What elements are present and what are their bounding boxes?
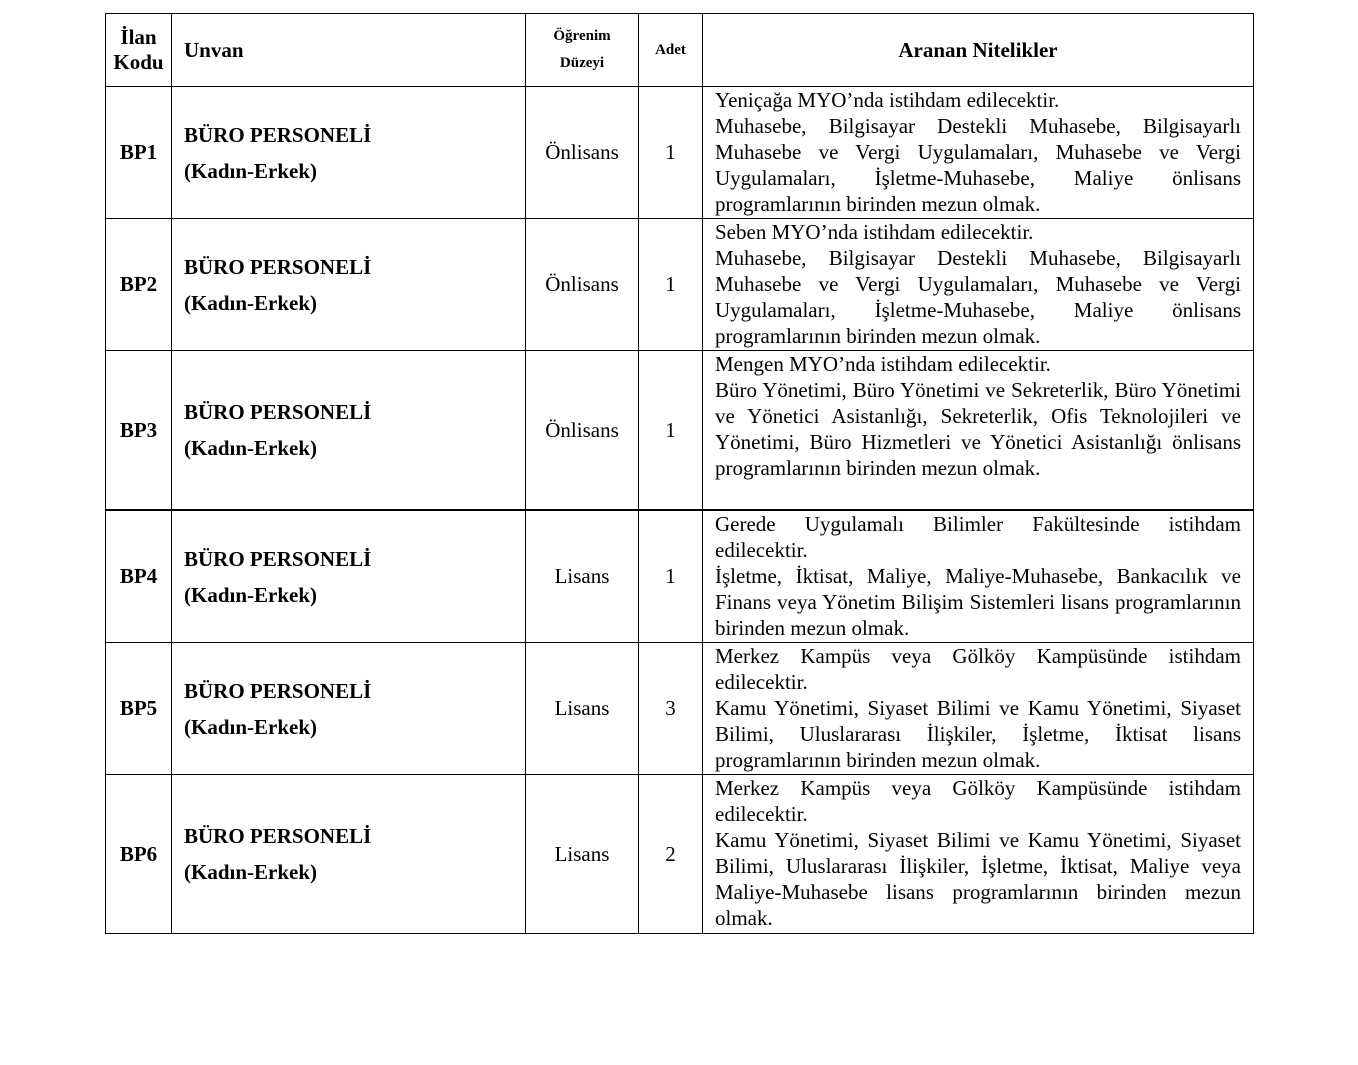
education-level: Önlisans (526, 87, 639, 219)
employment-location: Yeniçağa MYO’nda istihdam edilecektir. (715, 88, 1060, 112)
education-level: Önlisans (526, 351, 639, 511)
header-code-line1: İlan (120, 25, 157, 49)
position-count: 1 (639, 87, 703, 219)
position-count: 1 (639, 219, 703, 351)
position-name: BÜRO PERSONELİ (184, 546, 372, 571)
table-row (106, 510, 1254, 643)
education-level: Lisans (526, 510, 639, 643)
education-requirement: Kamu Yönetimi, Siyaset Bilimi ve Kamu Yönetimi, Siyaset Bilimi, Uluslararası İlişkiler, İşletme, İktisat, Maliye veya Maliye-Muhasebe lisans programlarının birinden mezun olmak. (715, 828, 1241, 930)
requirements-cell (703, 351, 1254, 511)
position-gender: (Kadın-Erkek) (184, 290, 318, 315)
position-name: BÜRO PERSONELİ (184, 678, 372, 703)
employment-location: Seben MYO’nda istihdam edilecektir. (715, 220, 1034, 244)
listing-code: BP4 (106, 510, 172, 643)
header-requirements: Aranan Nitelikler (703, 14, 1254, 87)
position-count: 3 (639, 643, 703, 775)
position-name: BÜRO PERSONELİ (184, 254, 372, 279)
header-title: Unvan (172, 14, 526, 87)
position-name: BÜRO PERSONELİ (184, 400, 372, 424)
header-level-line1: Öğrenim (553, 28, 611, 44)
table-row (106, 775, 1254, 934)
position-name: BÜRO PERSONELİ (184, 824, 372, 848)
position-title (172, 219, 526, 351)
job-listing-table (105, 13, 1254, 934)
table-row (106, 219, 1254, 351)
table-header-row (106, 14, 1254, 87)
requirements-cell (703, 510, 1254, 643)
position-gender: (Kadın-Erkek) (184, 158, 318, 183)
listing-code: BP3 (106, 351, 172, 511)
position-title (172, 643, 526, 775)
education-requirement: Muhasebe, Bilgisayar Destekli Muhasebe, Bilgisayarlı Muhasebe ve Vergi Uygulamaları, Muhasebe ve Vergi Uygulamaları, İşletme-Muhasebe, Maliye önlisans programlarının birinden mezun olmak. (715, 114, 1241, 216)
header-listing-code (106, 14, 172, 87)
employment-location: Merkez Kampüs veya Gölköy Kampüsünde istihdam edilecektir. (715, 776, 1241, 826)
education-requirement: Büro Yönetimi, Büro Yönetimi ve Sekreterlik, Büro Yönetimi ve Yönetici Asistanlığı, Sekreterlik, Ofis Teknolojileri ve Yönetimi, Büro Hizmetleri ve Yönetici Asistanlığı önlisans programlarının birinden mezun olmak. (715, 378, 1241, 480)
education-level: Lisans (526, 775, 639, 934)
position-title (172, 87, 526, 219)
listing-code: BP1 (106, 87, 172, 219)
position-gender: (Kadın-Erkek) (184, 860, 318, 884)
position-gender: (Kadın-Erkek) (184, 582, 318, 607)
education-requirement: Muhasebe, Bilgisayar Destekli Muhasebe, Bilgisayarlı Muhasebe ve Vergi Uygulamaları, Muhasebe ve Vergi Uygulamaları, İşletme-Muhasebe, Maliye önlisans programlarının birinden mezun olmak. (715, 246, 1241, 348)
listing-code: BP2 (106, 219, 172, 351)
requirements-cell (703, 219, 1254, 351)
header-level-line2: Düzeyi (559, 55, 605, 71)
header-education-level (526, 14, 639, 87)
employment-location: Mengen MYO’nda istihdam edilecektir. (715, 352, 1051, 376)
position-title (172, 775, 526, 934)
employment-location: Gerede Uygulamalı Bilimler Fakültesinde istihdam edilecektir. (715, 512, 1241, 562)
position-count: 1 (639, 351, 703, 511)
listing-code: BP6 (106, 775, 172, 934)
education-level: Önlisans (526, 219, 639, 351)
position-count: 2 (639, 775, 703, 934)
position-gender: (Kadın-Erkek) (184, 436, 318, 460)
header-code-line2: Kodu (113, 50, 164, 74)
listing-code: BP5 (106, 643, 172, 775)
education-requirement: Kamu Yönetimi, Siyaset Bilimi ve Kamu Yönetimi, Siyaset Bilimi, Uluslararası İlişkiler, İşletme, İktisat lisans programlarının birinden mezun olmak. (715, 696, 1241, 772)
table-row (106, 87, 1254, 219)
employment-location: Merkez Kampüs veya Gölköy Kampüsünde istihdam edilecektir. (715, 644, 1241, 694)
header-count: Adet (639, 14, 703, 87)
education-requirement: İşletme, İktisat, Maliye, Maliye-Muhasebe, Bankacılık ve Finans veya Yönetim Bilişim Sistemleri lisans programlarının birinden mezun olmak. (715, 564, 1241, 640)
education-level: Lisans (526, 643, 639, 775)
position-count: 1 (639, 510, 703, 643)
position-title (172, 351, 526, 511)
position-gender: (Kadın-Erkek) (184, 714, 318, 739)
table-row (106, 351, 1254, 511)
table-row (106, 643, 1254, 775)
requirements-cell (703, 775, 1254, 934)
position-name: BÜRO PERSONELİ (184, 122, 372, 147)
position-title (172, 510, 526, 643)
requirements-cell (703, 87, 1254, 219)
requirements-cell (703, 643, 1254, 775)
